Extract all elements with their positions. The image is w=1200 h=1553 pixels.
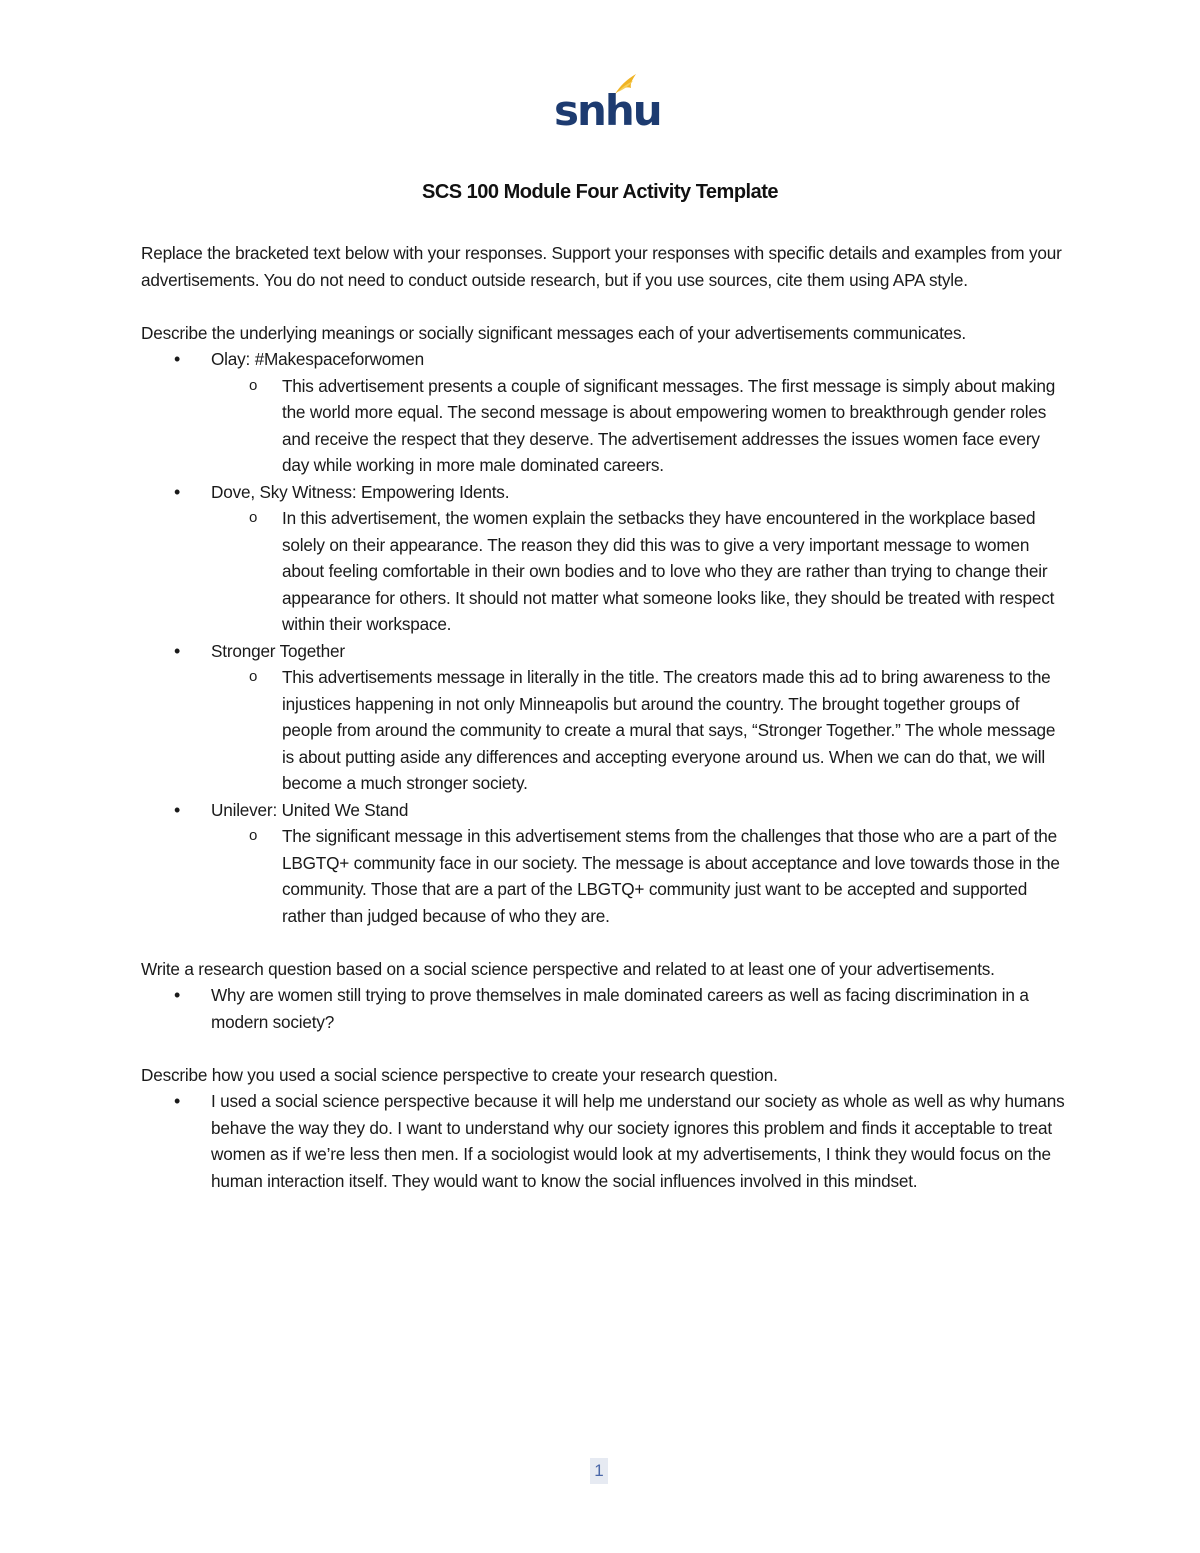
bullet-icon: •: [174, 985, 181, 1005]
ad-response: This advertisement presents a couple of significant messages. The first message is simply about making the world more equal. The second message is about empowering women to breakthrough gender roles and receive the respect that they deserve. The advertisement addresses the issues women face every day while working in more male dominated careers.: [282, 375, 1056, 475]
page-title: SCS 100 Module Four Activity Template: [421, 181, 779, 203]
bullet-icon: •: [174, 799, 181, 820]
sub-bullet-icon: o: [249, 509, 258, 526]
research-question: Why are women still trying to prove themselves in male dominated careers as well as facing discrimination in a modern society?: [211, 985, 1029, 1032]
ad-name: Unilever: United We Stand: [211, 799, 409, 820]
list-item: [141, 797, 1066, 930]
section3-prompt: Describe how you used a social science perspective to create your research question.: [141, 1064, 778, 1085]
list-item: [211, 373, 1066, 479]
list-item: [211, 505, 1066, 638]
sub-bullet-icon: o: [249, 827, 258, 844]
ad-response: The significant message in this advertisement stems from the challenges that those who are a part of the LBGTQ+ community face in our society. The message is about acceptance and love towards those in the community. Those that are a part of the LBGTQ+ community just want to be accepted and supported rather than judged because of who they are.: [282, 826, 1060, 926]
list-item: [211, 664, 1066, 797]
list-item: [141, 638, 1066, 797]
list-item: [141, 982, 1066, 1035]
logo-wordmark: snhu: [554, 86, 661, 135]
bullet-icon: •: [174, 481, 181, 502]
list-item: [211, 823, 1066, 929]
bullet-icon: •: [174, 1091, 181, 1111]
ad-name: Olay: #Makespaceforwomen: [211, 349, 425, 369]
list-item: [141, 346, 1066, 479]
list-item: [141, 1088, 1066, 1194]
bullet-icon: •: [174, 640, 181, 661]
list-item: [141, 479, 1066, 638]
page-number: 1: [590, 1458, 608, 1484]
section1-prompt: Describe the underlying meanings or socially significant messages each of your advertisements communicates.: [141, 322, 967, 343]
ads-list: [141, 346, 1066, 929]
ad-name: Stronger Together: [211, 640, 345, 661]
perspective-answer: I used a social science perspective because it will help me understand our society as whole as well as why humans behave the way they do. I want to understand why our society ignores this problem and finds it acceptable to treat women as if we’re less then men. If a sociologist would look at my advertisements, I think they would focus on the human interaction itself. They would want to know the social influences involved in this mindset.: [211, 1091, 1065, 1191]
intro-paragraph: Replace the bracketed text below with your responses. Support your responses with specific details and examples from your advertisements. You do not need to conduct outside research, but if you use sources, cite them using APA style.: [141, 243, 1062, 290]
snhu-logo: [554, 72, 661, 135]
document-body: [141, 240, 1066, 1194]
ad-response: This advertisements message in literally in the title. The creators made this ad to bring awareness to the injustices happening in not only Minneapolis but around the country. The brought together groups of people from around the community to create a mural that says, “Stronger Together.” The whole message is about putting aside any differences and accepting everyone around us. When we can do that, we will become a much stronger society.: [282, 667, 1056, 793]
sub-bullet-icon: o: [249, 376, 258, 394]
ad-name: Dove, Sky Witness: Empowering Idents.: [211, 481, 510, 502]
bullet-icon: •: [174, 349, 181, 369]
section2-prompt: Write a research question based on a social science perspective and related to at least one of your advertisements.: [141, 958, 995, 979]
ad-response: In this advertisement, the women explain the setbacks they have encountered in the workplace based solely on their appearance. The reason they did this was to give a very important message to women about feeling comfortable in their own bodies and to love who they are rather than trying to change their appearance for others. It should not matter what someone looks like, they should be treated with respect within their workspace.: [282, 508, 1055, 634]
sub-bullet-icon: o: [249, 668, 258, 685]
